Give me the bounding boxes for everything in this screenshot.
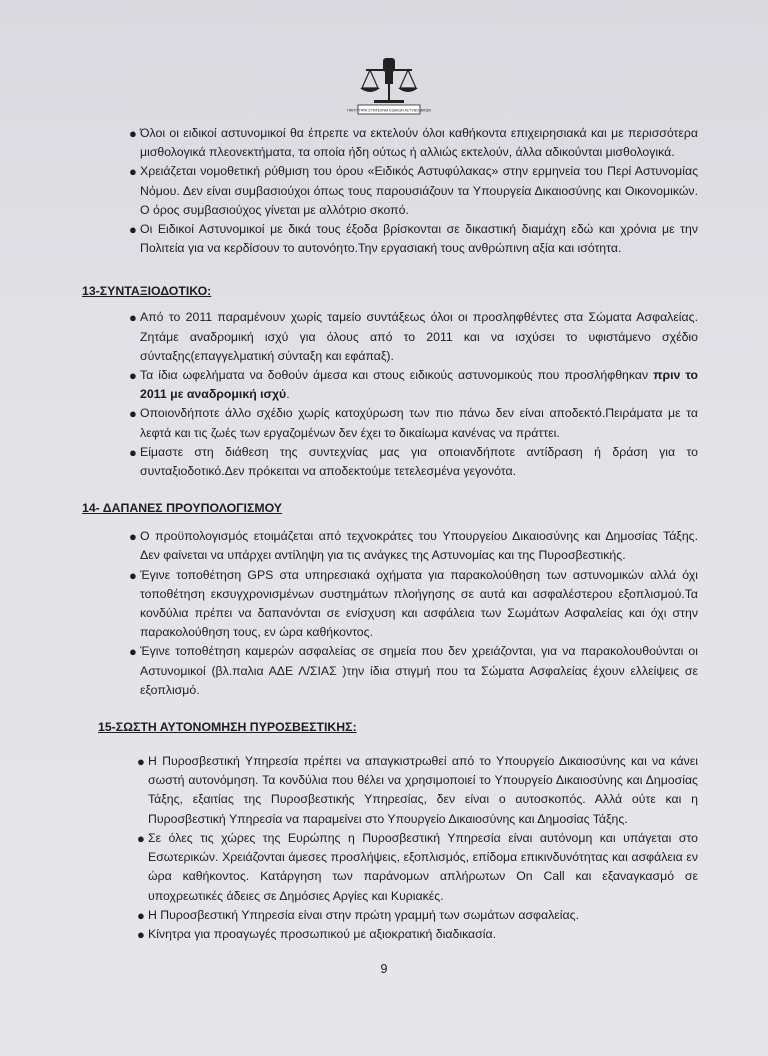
list-item-text: Έγινε τοποθέτηση καμερών ασφαλείας σε σημεία που δεν χρειάζονται, για να παρακολουθούνται οι Αστυνομικοί (βλ.παλια ΑΔΕ Λ/ΣΙΑΣ )την ίδια στιγμή που τα Σώματα Ασφαλείας έχουν ελλείψεις σε εξοπλισμό. [140,644,698,697]
bullet-icon: ● [129,567,137,583]
list-item-text: Τα ίδια ωφελήματα να δοθούν άμεσα και στους ειδικούς αστυνομικούς που προσλήφθηκαν [140,368,654,383]
list-item-text: Κίνητρα για προαγωγές προσωπικού με αξιοκρατική διαδικασία. [148,926,497,941]
list-item [104,124,698,162]
list-item [112,752,698,829]
bullet-icon: ● [129,444,137,460]
page-number: 9 [380,962,388,976]
list-item-text: Η Πυροσβεστική Υπηρεσία είναι στην πρώτη γραμμή των σωμάτων ασφαλείας. [148,907,579,922]
list-item [104,220,698,258]
list-item [104,366,698,404]
list-item-text: Η Πυροσβεστική Υπηρεσία πρέπει να απαγκιστρωθεί από το Υπουργείο Δικαιοσύνης και να κάνει σωστή αυτονόμηση. Τα κονδύλια που θέλει να χρησιμοποιεί το Υπουργείο Δικαιοσύνης και Δημοσίας Τάξης, εξαιτίας της Πυροσβεστικής Υπηρεσίας, δεν είναι ο αυτοσκοπός. Αλλά ούτε και η Πυροσβεστική Υπηρεσία να παραμείνει στο Υπουργείο Δικαιοσύνης και Δημοσίας Τάξης. [148,754,698,826]
bullet-icon: ● [129,310,137,326]
union-logo-icon [347,56,431,118]
list-item [104,308,698,366]
list-item-bold-text: πριν το 2011 με αναδρομική ισχύ [140,368,698,402]
list-item-text: Ο προϋπολογισμός ετοιμάζεται από τεχνοκράτες του Υπουργείου Δικαιοσύνης και Δημοσίας Τάξης. Δεν φαίνεται να υπάρχει αντίληψη για τις ανάγκες της Αστυνομίας και της Πυροσβεστικής. [140,529,698,563]
list-item-text: Όλοι οι ειδικοί αστυνομικοί θα έπρεπε να εκτελούν όλοι καθήκοντα επιχειρησιακά και με περισσότερα μισθολογικά πλεονεκτήματα, τα οποία ήδη ούτως ή αλλιώς εκτελούν, άλλα αδικούνται μισθολογικά. [140,126,698,160]
bullet-icon: ● [137,830,145,846]
list-item-text: Από το 2011 παραμένουν χωρίς ταμείο συντάξεως όλοι οι προσληφθέντες στα Σώματα Ασφαλείας. Ζητάμε αναδρομική ισχύ για όλους από το 2011 και να ισχύσει το υφιστάμενο σχέδιο σύνταξης(επαγγελματική σύνταξη και εφάπαξ). [140,310,698,363]
list-item-text-end: . [286,387,290,402]
list-item [112,925,698,944]
list-item-text: Σε όλες τις χώρες της Ευρώπης η Πυροσβεστική Υπηρεσία είναι αυτόνομη και υπάγεται στο Εσωτερικών. Χρειάζονται άμεσες προσλήψεις, εξοπλισμός, επίδομα επικινδυνότητας και ασφάλεια εν ώρα καθήκοντος. Κατάργηση των παράνομων απλήρωτων On Call και εξαναγκασμό σε υποχρεωτικές άδειες σε Δημόσιες Αργίες και Κυριακές. [148,830,698,903]
bullet-icon: ● [129,126,137,141]
section-13-list [82,308,698,481]
section-14-heading: 14- ΔΑΠΑΝΕΣ ΠΡΟΥΠΟΛΟΓΙΣΜΟΥ [82,501,283,516]
list-item [104,443,698,481]
list-item [104,162,698,220]
intro-list [82,124,698,258]
list-item-text: Έγινε τοποθέτηση GPS στα υπηρεσιακά οχήματα για παρακολούθηση των αστυνομικών αλλά όχι τοποθέτηση εκσυγχρονισμένων συστημάτων πλοήγησης σε αυτά και ασφαλέστερου εξοπλισμού.Τα κονδύλια πρέπει να δαπανόνται σε ενίσχυση και ασφάλεια των Σωμάτων Ασφαλείας και όχι στην παρακολούθηση τους, εν ώρα καθήκοντος. [140,567,698,640]
bullet-icon: ● [137,754,145,770]
list-item [112,906,698,925]
bullet-icon: ● [129,529,137,545]
list-item [104,527,698,565]
section-15-heading: 15-ΣΩΣΤΗ ΑΥΤΟΝΟΜΗΣΗ ΠΥΡΟΣΒΕΣΤΙΚΗΣ: [98,720,357,735]
list-item [104,404,698,442]
bullet-icon: ● [129,644,137,660]
section-15-list [82,752,698,944]
bullet-icon: ● [129,222,137,238]
logo-caption: ΠΑΓΚΥΠΡΙΑ ΣΥΝΤΕΧΝΙΑ ΕΙΔΙΚΩΝ ΑΣΤΥΝΟΜΙΚΩΝ [347,108,431,113]
document-body [82,124,698,944]
list-item [104,642,698,700]
bullet-icon: ● [129,406,137,422]
list-item-text: Οι Ειδικοί Αστυνομικοί με δικά τους έξοδα βρίσκονται σε δικαστική διαμάχη εδώ και χρόνια με την Πολιτεία για να κερδίσουν το αυτονόητο.Την εργασιακή τους ανθρώπινη αξία και ισότητα. [140,222,698,256]
list-item [104,566,698,643]
bullet-icon: ● [129,368,137,384]
section-13-heading: 13-ΣΥΝΤΑΞΙΟΔΟΤΙΚΟ: [82,284,212,299]
bullet-icon: ● [137,907,145,923]
list-item [112,829,698,906]
bullet-icon: ● [137,926,145,942]
list-item-text: Είμαστε στη διάθεση της συντεχνίας μας για οποιανδήποτε αντίδραση ή δράση για το συνταξιοδοτικό.Δεν πρόκειται να αποδεκτούμε τετελεσμένα γεγονότα. [140,444,698,479]
list-item-text: Οποιονδήποτε άλλο σχέδιο χωρίς κατοχύρωση των πιο πάνω δεν είναι αποδεκτό.Πειράματα με τα λεφτά και τις ζωές των εργαζομένων δεν έχει το δικαίωμα κανένας να πράττει. [140,406,698,440]
bullet-icon: ● [129,164,137,180]
section-14-list [82,527,698,700]
list-item-text: Χρειάζεται νομοθετική ρύθμιση του όρου «Ειδικός Αστυφύλακας» στην ερμηνεία του Περί Αστυνομίας Νόμου. Δεν είναι συμβασιούχοι όπως τους παρουσιάζουν τα Υπουργεία Δικαιοσύνης και Οικονομικών. Ο όρος συμβασιούχος γίνεται με αλλότριο σκοπό. [140,164,698,217]
